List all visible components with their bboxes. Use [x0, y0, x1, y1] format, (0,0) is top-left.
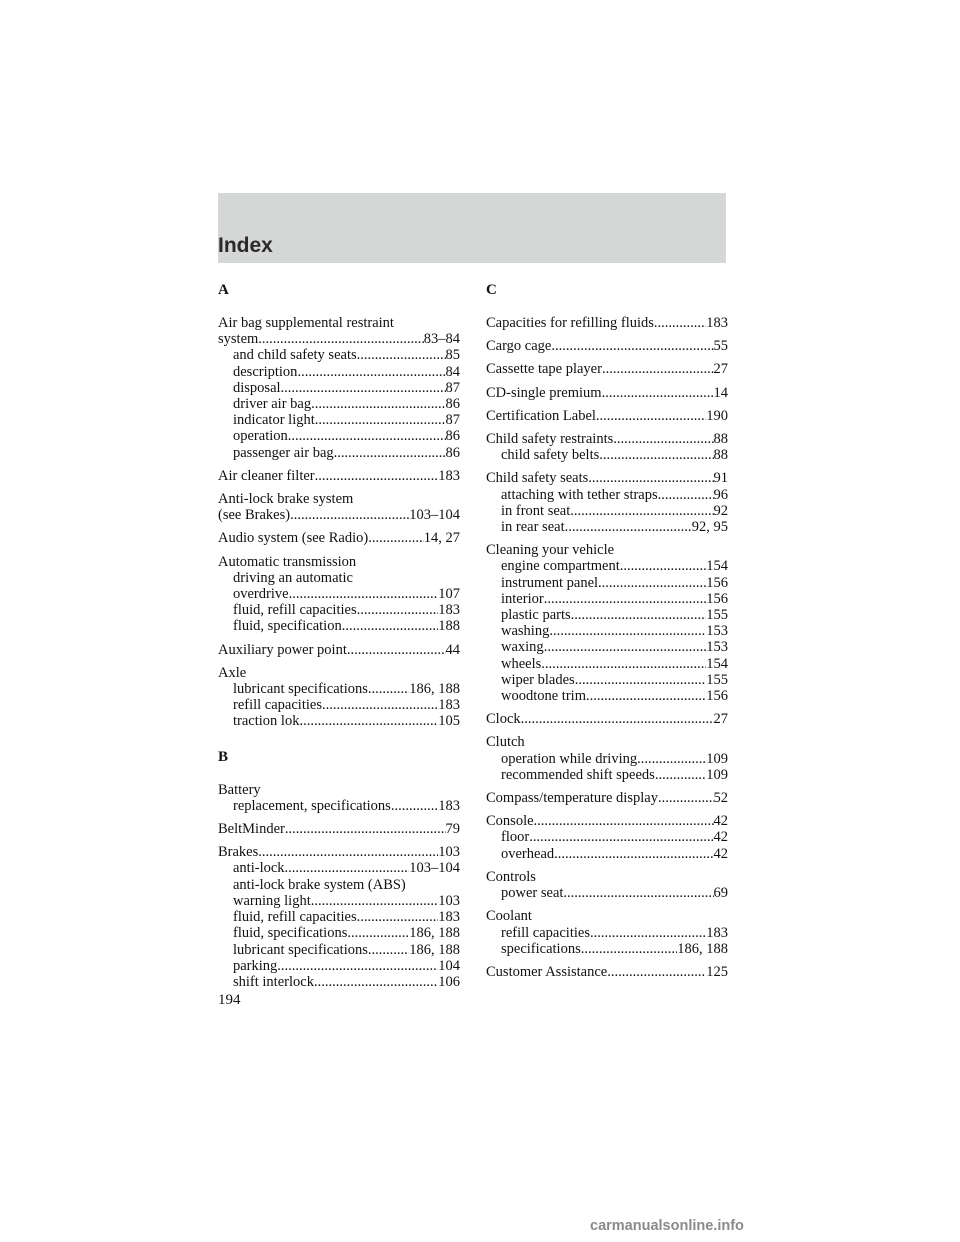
- page-ref: 183: [438, 467, 460, 484]
- dot-leader: [277, 958, 438, 974]
- dot-leader: [368, 681, 409, 697]
- entry-text: waxing: [501, 639, 544, 656]
- entry-text: specifications: [501, 940, 581, 957]
- header-band: [218, 193, 726, 263]
- dot-leader: [599, 447, 713, 463]
- index-entry: [486, 408, 728, 424]
- entry-text: Anti-lock brake system: [218, 491, 354, 508]
- index-subentry: [486, 519, 728, 535]
- entry-text: Air cleaner filter: [218, 467, 315, 484]
- page-ref: 69: [713, 885, 728, 902]
- index-subentry: [218, 860, 460, 876]
- page-ref: 79: [445, 821, 460, 838]
- page-ref: 156: [706, 688, 728, 705]
- index-subentry: [486, 885, 728, 901]
- entry-text: Audio system (see Radio): [218, 530, 369, 547]
- entry-text: Cassette tape player: [486, 361, 602, 378]
- entry-text: Compass/temperature display: [486, 790, 658, 807]
- dot-leader: [342, 618, 439, 634]
- dot-leader: [521, 711, 714, 727]
- entry-text: operation while driving: [501, 750, 638, 767]
- entry-text: Controls: [486, 868, 536, 885]
- index-term: [486, 431, 728, 447]
- index-subentry: [218, 798, 460, 814]
- index-term: [486, 734, 728, 750]
- dot-leader: [368, 530, 424, 546]
- index-term: [486, 385, 728, 401]
- entry-text: parking: [233, 957, 278, 974]
- dot-leader: [588, 470, 713, 486]
- index-term: [486, 964, 728, 980]
- entry-text: Console: [486, 813, 534, 830]
- entry-text: Brakes: [218, 844, 259, 861]
- entry-text: power seat: [501, 885, 564, 902]
- index-subentry: [486, 623, 728, 639]
- index-entry: [218, 665, 460, 730]
- index-subentry: [218, 586, 460, 602]
- index-entry: [486, 338, 728, 354]
- entry-text: plastic parts: [501, 607, 571, 624]
- page-ref: 154: [706, 558, 728, 575]
- page-number: 194: [218, 992, 241, 1008]
- index-subentry: [486, 672, 728, 688]
- index-entry: [486, 813, 728, 862]
- entry-text: floor: [501, 829, 530, 846]
- page-ref: 85: [445, 347, 460, 364]
- entry-text: anti-lock: [233, 860, 285, 877]
- index-subentry: [486, 503, 728, 519]
- page-ref: 52: [713, 790, 728, 807]
- index-column-right: [486, 282, 728, 987]
- page-ref: 86: [445, 428, 460, 445]
- entry-text: Coolant: [486, 908, 532, 925]
- section-letter: B: [218, 748, 229, 765]
- page-ref: 14, 27: [423, 530, 460, 547]
- index-term: [486, 790, 728, 806]
- dot-leader: [281, 380, 446, 396]
- dot-leader: [288, 428, 446, 444]
- page-ref: 109: [706, 750, 728, 767]
- index-term: [486, 711, 728, 727]
- index-term: [218, 642, 460, 658]
- page-ref: 42: [713, 813, 728, 830]
- index-subentry: [218, 428, 460, 444]
- page-ref: 88: [713, 431, 728, 448]
- index-entry: [486, 869, 728, 901]
- index-subentry: [486, 487, 728, 503]
- index-subentry: [486, 591, 728, 607]
- page-ref: 183: [706, 315, 728, 331]
- section-letter: A: [218, 282, 229, 298]
- dot-leader: [311, 893, 439, 909]
- index-term: [218, 491, 460, 507]
- page-ref: 188: [438, 618, 460, 635]
- index-subentry: [218, 412, 460, 428]
- entry-text: driving an automatic: [233, 569, 353, 586]
- dot-leader: [529, 829, 713, 845]
- entry-text: BeltMinder: [218, 821, 285, 838]
- entry-text: wheels: [501, 655, 542, 672]
- dot-leader: [654, 315, 706, 331]
- entry-text: Battery: [218, 781, 261, 798]
- entry-text: Cargo cage: [486, 338, 552, 355]
- entry-text: Clutch: [486, 734, 525, 751]
- page-ref: 96: [713, 486, 728, 503]
- page-ref: 91: [713, 470, 728, 487]
- page-ref: 92, 95: [691, 519, 728, 536]
- page-ref: 44: [445, 641, 460, 658]
- page-ref: 109: [706, 766, 728, 783]
- index-entry: [486, 711, 728, 727]
- page-ref: 186, 188: [409, 925, 460, 942]
- index-entry: [218, 491, 460, 523]
- page-ref: 155: [706, 607, 728, 624]
- page-ref: 156: [706, 574, 728, 591]
- index-subentry: [218, 618, 460, 634]
- dot-leader: [637, 751, 706, 767]
- index-subentry: [486, 941, 728, 957]
- entry-text: Air bag supplemental restraint: [218, 315, 394, 331]
- entry-text: child safety belts: [501, 447, 600, 464]
- entry-text: traction lok: [233, 713, 300, 730]
- dot-leader: [534, 813, 714, 829]
- page-ref: 87: [445, 379, 460, 396]
- dot-leader: [586, 688, 706, 704]
- dot-leader: [596, 408, 706, 424]
- page-ref: 153: [706, 623, 728, 640]
- index-subentry: [486, 558, 728, 574]
- index-subentry: [218, 925, 460, 941]
- page-ref: 106: [438, 973, 460, 990]
- dot-leader: [290, 507, 409, 523]
- entry-text: in rear seat: [501, 519, 565, 536]
- dot-leader: [575, 672, 707, 688]
- dot-leader: [357, 347, 446, 363]
- entry-text: Clock: [486, 711, 521, 728]
- index-term: [486, 542, 728, 558]
- index-term: [218, 821, 460, 837]
- page-ref: 107: [438, 586, 460, 603]
- page-ref: 186, 188: [409, 681, 460, 698]
- entry-text: refill capacities: [233, 697, 322, 714]
- dot-leader: [299, 713, 438, 729]
- page-ref: 92: [713, 502, 728, 519]
- index-term: [486, 338, 728, 354]
- index-subentry: [486, 447, 728, 463]
- entry-text: disposal: [233, 379, 281, 396]
- entry-text: shift interlock: [233, 973, 314, 990]
- dot-leader: [658, 790, 714, 806]
- dot-leader: [315, 412, 446, 428]
- index-subentry: [218, 877, 460, 893]
- page-ref: 14: [713, 384, 728, 401]
- page-ref: 103–104: [409, 860, 460, 877]
- index-term: [218, 331, 460, 347]
- index-entry: [218, 468, 460, 484]
- dot-leader: [391, 798, 438, 814]
- index-subentry: [486, 751, 728, 767]
- index-entry: [486, 470, 728, 535]
- dot-leader: [258, 331, 423, 347]
- page-ref: 42: [713, 829, 728, 846]
- dot-leader: [297, 364, 445, 380]
- index-entry: [218, 530, 460, 546]
- index-subentry: [218, 445, 460, 461]
- dot-leader: [311, 396, 445, 412]
- entry-text: indicator light: [233, 412, 315, 429]
- page-ref: 183: [706, 924, 728, 941]
- entry-text: system: [218, 331, 259, 348]
- page-ref: 88: [713, 447, 728, 464]
- index-subentry: [218, 396, 460, 412]
- dot-leader: [607, 964, 706, 980]
- index-term: [218, 554, 460, 570]
- watermark: carmanualsonline.info: [590, 1218, 744, 1234]
- dot-leader: [554, 846, 713, 862]
- dot-leader: [544, 591, 707, 607]
- entry-text: in front seat: [501, 502, 571, 519]
- dot-leader: [565, 519, 692, 535]
- page-ref: 55: [713, 338, 728, 355]
- entry-text: replacement, specifications: [233, 797, 391, 814]
- entry-text: fluid, refill capacities: [233, 909, 357, 926]
- index-entry: [486, 315, 728, 331]
- index-entry: [218, 642, 460, 658]
- index-subentry: [218, 681, 460, 697]
- page-ref: 155: [706, 671, 728, 688]
- dot-leader: [620, 558, 706, 574]
- entry-text: interior: [501, 590, 544, 607]
- index-subentry: [218, 364, 460, 380]
- entry-text: instrument panel: [501, 574, 599, 591]
- entry-text: lubricant specifications: [233, 681, 368, 698]
- index-subentry: [486, 656, 728, 672]
- page-ref: 103: [438, 844, 460, 861]
- index-term: [486, 813, 728, 829]
- index-entry: [486, 734, 728, 783]
- page-ref: 27: [713, 711, 728, 728]
- entry-text: Auxiliary power point: [218, 641, 347, 658]
- dot-leader: [541, 656, 706, 672]
- page-ref: 190: [706, 407, 728, 424]
- page-ref: 87: [445, 412, 460, 429]
- entry-text: Cleaning your vehicle: [486, 542, 615, 559]
- page-ref: 103: [438, 892, 460, 909]
- index-entry: [486, 431, 728, 463]
- entry-text: washing: [501, 623, 550, 640]
- entry-text: (see Brakes): [218, 507, 291, 524]
- index-entry: [486, 385, 728, 401]
- index-term: [218, 844, 460, 860]
- section-letter: C: [486, 282, 497, 298]
- index-subentry: [486, 607, 728, 623]
- index-term: [218, 468, 460, 484]
- page-ref: 104: [438, 957, 460, 974]
- dot-leader: [563, 885, 713, 901]
- index-term: [218, 782, 460, 798]
- index-subentry: [486, 575, 728, 591]
- index-subentry: [486, 688, 728, 704]
- entry-text: recommended shift speeds: [501, 766, 655, 783]
- entry-text: fluid, specifications: [233, 925, 348, 942]
- index-entry: [218, 315, 460, 461]
- index-term: [486, 408, 728, 424]
- index-subentry: [218, 602, 460, 618]
- index-term: [486, 470, 728, 486]
- entry-text: lubricant specifications: [233, 941, 368, 958]
- index-subentry: [486, 829, 728, 845]
- page-ref: 183: [438, 909, 460, 926]
- page-title: Index: [218, 234, 273, 257]
- page-ref: 183: [438, 797, 460, 814]
- entry-text: Child safety restraints: [486, 431, 614, 448]
- entry-text: overhead: [501, 845, 555, 862]
- dot-leader: [285, 860, 410, 876]
- dot-leader: [571, 607, 707, 623]
- dot-leader: [314, 974, 438, 990]
- index-term: [218, 315, 460, 331]
- index-entry: [486, 790, 728, 806]
- entry-text: woodtone trim: [501, 688, 586, 705]
- entry-text: wiper blades: [501, 671, 575, 688]
- dot-leader: [289, 586, 439, 602]
- dot-leader: [551, 338, 713, 354]
- page-ref: 103–104: [409, 507, 460, 524]
- dot-leader: [570, 503, 713, 519]
- page-ref: 153: [706, 639, 728, 656]
- entry-text: fluid, refill capacities: [233, 602, 357, 619]
- entry-text: Capacities for refilling fluids: [486, 315, 654, 331]
- index-entry: [218, 844, 460, 990]
- entry-text: driver air bag: [233, 396, 312, 413]
- page-ref: 186, 188: [677, 940, 728, 957]
- entry-text: refill capacities: [501, 924, 590, 941]
- dot-leader: [549, 623, 706, 639]
- page-ref: 86: [445, 444, 460, 461]
- index-term: [486, 908, 728, 924]
- entry-text: Axle: [218, 664, 247, 681]
- entry-text: overdrive: [233, 586, 289, 603]
- index-entry: [218, 782, 460, 814]
- dot-leader: [322, 697, 438, 713]
- index-subentry: [486, 925, 728, 941]
- index-entry: [486, 964, 728, 980]
- entry-text: Certification Label: [486, 407, 596, 424]
- page-ref: 183: [438, 602, 460, 619]
- index-subentry: [218, 347, 460, 363]
- dot-leader: [347, 642, 446, 658]
- page-ref: 105: [438, 713, 460, 730]
- index-term: [486, 315, 728, 331]
- dot-leader: [658, 487, 714, 503]
- index-subentry: [486, 846, 728, 862]
- dot-leader: [258, 844, 438, 860]
- page-ref: 125: [706, 963, 728, 980]
- dot-leader: [347, 925, 409, 941]
- page-ref: 156: [706, 590, 728, 607]
- page-ref: 183: [438, 697, 460, 714]
- dot-leader: [334, 445, 446, 461]
- index-subentry: [218, 958, 460, 974]
- entry-text: Automatic transmission: [218, 553, 357, 570]
- page-ref: 27: [713, 361, 728, 378]
- index-subentry: [218, 942, 460, 958]
- index-subentry: [218, 974, 460, 990]
- entry-text: passenger air bag: [233, 444, 334, 461]
- dot-leader: [598, 575, 706, 591]
- index-entry: [218, 554, 460, 635]
- dot-leader: [590, 925, 706, 941]
- dot-leader: [544, 639, 707, 655]
- entry-text: Child safety seats: [486, 470, 589, 487]
- entry-text: engine compartment: [501, 558, 620, 575]
- index-column-left: [218, 282, 460, 997]
- entry-text: anti-lock brake system (ABS): [233, 876, 406, 893]
- index-term: [486, 361, 728, 377]
- dot-leader: [655, 767, 706, 783]
- dot-leader: [315, 468, 439, 484]
- index-entry: [218, 821, 460, 837]
- page-ref: 42: [713, 845, 728, 862]
- entry-text: CD-single premium: [486, 384, 602, 401]
- entry-text: operation: [233, 428, 288, 445]
- index-subentry: [218, 713, 460, 729]
- index-subentry: [218, 570, 460, 586]
- entry-text: Customer Assistance: [486, 963, 608, 980]
- page-ref: 186, 188: [409, 941, 460, 958]
- index-subentry: [218, 909, 460, 925]
- index-entry: [486, 908, 728, 957]
- entry-text: description: [233, 363, 298, 380]
- index-subentry: [486, 639, 728, 655]
- dot-leader: [357, 602, 439, 618]
- index-term: [218, 665, 460, 681]
- dot-leader: [581, 941, 678, 957]
- entry-text: and child safety seats: [233, 347, 357, 364]
- page-ref: 86: [445, 396, 460, 413]
- index-subentry: [486, 767, 728, 783]
- index-term: [218, 530, 460, 546]
- dot-leader: [613, 431, 713, 447]
- dot-leader: [357, 909, 439, 925]
- index-term: [486, 869, 728, 885]
- page-ref: 154: [706, 655, 728, 672]
- index-entry: [486, 361, 728, 377]
- dot-leader: [368, 942, 409, 958]
- index-term: [218, 507, 460, 523]
- entry-text: warning light: [233, 892, 311, 909]
- index-entry: [486, 542, 728, 704]
- dot-leader: [602, 385, 714, 401]
- dot-leader: [285, 821, 446, 837]
- entry-text: fluid, specification: [233, 618, 342, 635]
- page-ref: 83–84: [423, 331, 460, 348]
- index-subentry: [218, 893, 460, 909]
- entry-text: attaching with tether straps: [501, 486, 658, 503]
- index-subentry: [218, 380, 460, 396]
- index-subentry: [218, 697, 460, 713]
- dot-leader: [602, 361, 714, 377]
- page-ref: 84: [445, 363, 460, 380]
